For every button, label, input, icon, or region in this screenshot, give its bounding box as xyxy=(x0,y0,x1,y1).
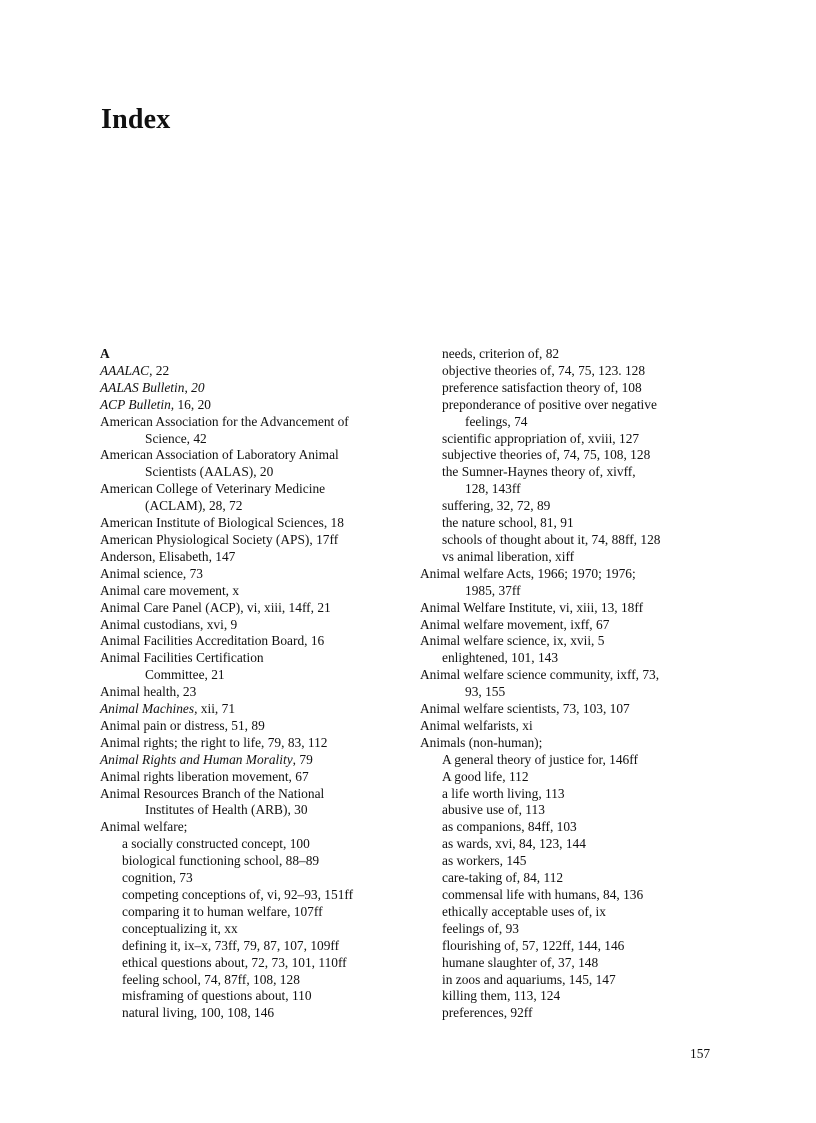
index-subentry: preference satisfaction theory of, 108 xyxy=(442,379,642,395)
index-entry: Animal Welfare Institute, vi, xiii, 13, 18ff xyxy=(420,599,644,615)
index-subentry: a socially constructed concept, 100 xyxy=(122,836,310,852)
index-subentry: feeling school, 74, 87ff, 108, 128 xyxy=(122,971,300,987)
index-subentry: defining it, ix–x, 73ff, 79, 87, 107, 109ff xyxy=(122,937,340,953)
index-entry-italic-text: 20 xyxy=(191,379,205,395)
index-entry: Animal pain or distress, 51, 89 xyxy=(100,717,265,733)
index-letter-heading: A xyxy=(100,346,110,361)
index-entry: American Institute of Biological Sciences, 18 xyxy=(100,515,344,531)
index-subentry: suffering, 32, 72, 89 xyxy=(442,498,551,514)
index-subentry: A good life, 112 xyxy=(442,768,529,784)
index-subentry: competing conceptions of, vi, 92–93, 151ff xyxy=(122,887,354,902)
index-entry: Animal welfare science community, ixff, 73, xyxy=(420,667,660,683)
index-entry-text: , 79 xyxy=(292,751,313,767)
index-entry: American Physiological Society (APS), 17ff xyxy=(100,531,339,547)
page-title: Index xyxy=(101,104,171,135)
index-entry-italic-text: AALAS Bulletin xyxy=(100,379,185,395)
index-entry: Animal rights liberation movement, 67 xyxy=(100,768,309,784)
index-entry: Animal Resources Branch of the National xyxy=(100,785,325,801)
index-entry: Animal care movement, x xyxy=(100,582,240,598)
index-subentry: needs, criterion of, 82 xyxy=(442,346,560,361)
index-entry-continuation: Scientists (AALAS), 20 xyxy=(145,464,274,480)
index-entry-italic-text: Animal Rights and Human Morality xyxy=(100,751,293,767)
index-subentry: humane slaughter of, 37, 148 xyxy=(442,954,599,970)
index-entry-continuation: 1985, 37ff xyxy=(465,582,521,598)
index-entry: Animal Facilities Certification xyxy=(100,650,264,666)
page-number: 157 xyxy=(690,1046,711,1061)
index-entry xyxy=(100,363,400,380)
index-subentry: comparing it to human welfare, 107ff xyxy=(122,903,323,919)
index-entry-continuation: 128, 143ff xyxy=(465,481,521,497)
index-entry: Animal Facilities Accreditation Board, 16 xyxy=(100,633,325,649)
index-entry-italic-text: AAALAC xyxy=(100,362,150,378)
index-subentry: objective theories of, 74, 75, 123. 128 xyxy=(442,362,646,378)
index-subentry: preponderance of positive over negative xyxy=(442,396,657,412)
index-subentry: as workers, 145 xyxy=(442,853,527,869)
index-entry: Animal custodians, xvi, 9 xyxy=(100,616,238,632)
index-subentry: preferences, 92ff xyxy=(442,1005,533,1021)
index-entry-italic-text: Animal Machines xyxy=(100,701,195,717)
index-entry-continuation: (ACLAM), 28, 72 xyxy=(145,498,243,514)
index-subentry: natural living, 100, 108, 146 xyxy=(122,1005,275,1021)
index-entry-continuation: Institutes of Health (ARB), 30 xyxy=(145,802,308,818)
index-entry: American Association of Laboratory Animal xyxy=(100,447,339,463)
index-entry: Animal welfare scientists, 73, 103, 107 xyxy=(420,701,630,717)
index-entry-text: , 22 xyxy=(149,362,170,378)
index-subentry: ethical questions about, 72, 73, 101, 110ff xyxy=(122,954,347,970)
index-entry: American College of Veterinary Medicine xyxy=(100,481,326,497)
index-subentry: vs animal liberation, xiff xyxy=(442,548,575,564)
index-subentry: schools of thought about it, 74, 88ff, 128 xyxy=(442,531,661,547)
index-subentry: biological functioning school, 88–89 xyxy=(122,853,320,869)
index-subentry: abusive use of, 113 xyxy=(442,802,545,818)
index-subentry: as wards, xvi, 84, 123, 144 xyxy=(442,836,586,852)
index-entry: Animal welfare Acts, 1966; 1970; 1976; xyxy=(420,565,636,581)
index-subentry: a life worth living, 113 xyxy=(442,785,565,801)
index-entry-text: , xyxy=(184,379,192,395)
index-entry: Animal welfare science, ix, xvii, 5 xyxy=(420,633,605,649)
index-subentry: ethically acceptable uses of, ix xyxy=(442,903,606,919)
index-subentry: subjective theories of, 74, 75, 108, 128 xyxy=(442,447,651,463)
index-entry-text: 16, 20 xyxy=(174,396,211,412)
index-entry xyxy=(100,701,400,718)
index-subentry: cognition, 73 xyxy=(122,870,193,886)
index-subentry: the Sumner-Haynes theory of, xivff, xyxy=(442,464,636,480)
index-entry-continuation: Committee, 21 xyxy=(145,667,225,683)
index-entry: Animal welfarists, xi xyxy=(420,717,533,733)
index-entry: Animal Care Panel (ACP), vi, xiii, 14ff, 21 xyxy=(100,599,331,615)
index-subentry: enlightened, 101, 143 xyxy=(442,650,559,666)
index-subentry: in zoos and aquariums, 145, 147 xyxy=(442,971,616,987)
index-entry xyxy=(100,380,400,397)
index-subentry: the nature school, 81, 91 xyxy=(442,515,574,531)
index-entry: Animals (non-human); xyxy=(420,734,543,750)
index-entry: Animal welfare movement, ixff, 67 xyxy=(420,616,610,632)
index-entry: Animal health, 23 xyxy=(100,684,197,700)
index-entry: Animal science, 73 xyxy=(100,565,203,581)
index-subentry: misframing of questions about, 110 xyxy=(122,988,312,1004)
index-subentry: scientific appropriation of, xviii, 127 xyxy=(442,430,640,446)
index-column-left xyxy=(100,346,400,1022)
index-entry-italic-text: ACP Bulletin, xyxy=(100,396,175,412)
index-entry-continuation: 93, 155 xyxy=(465,684,506,700)
index-subentry: as companions, 84ff, 103 xyxy=(442,819,577,835)
index-subentry: commensal life with humans, 84, 136 xyxy=(442,887,644,902)
index-subentry: A general theory of justice for, 146ff xyxy=(442,751,638,767)
index-subentry: killing them, 113, 124 xyxy=(442,988,561,1004)
index-column-right xyxy=(420,346,720,1022)
index-entry-continuation: Science, 42 xyxy=(145,430,207,446)
index-entry: Anderson, Elisabeth, 147 xyxy=(100,548,236,564)
index-subentry: flourishing of, 57, 122ff, 144, 146 xyxy=(442,937,625,953)
index-subentry: care-taking of, 84, 112 xyxy=(442,870,564,886)
index-entry: Animal rights; the right to life, 79, 83, 112 xyxy=(100,734,328,750)
index-entry: Animal welfare; xyxy=(100,819,188,835)
index-entry: American Association for the Advancement of xyxy=(100,413,349,429)
index-entry xyxy=(100,752,400,769)
index-entry xyxy=(100,397,400,414)
index-entry-text: , xii, 71 xyxy=(194,701,236,717)
index-subentry: conceptualizing it, xx xyxy=(122,920,238,936)
index-subentry: feelings of, 93 xyxy=(442,920,519,936)
index-entry-continuation: feelings, 74 xyxy=(465,413,528,429)
